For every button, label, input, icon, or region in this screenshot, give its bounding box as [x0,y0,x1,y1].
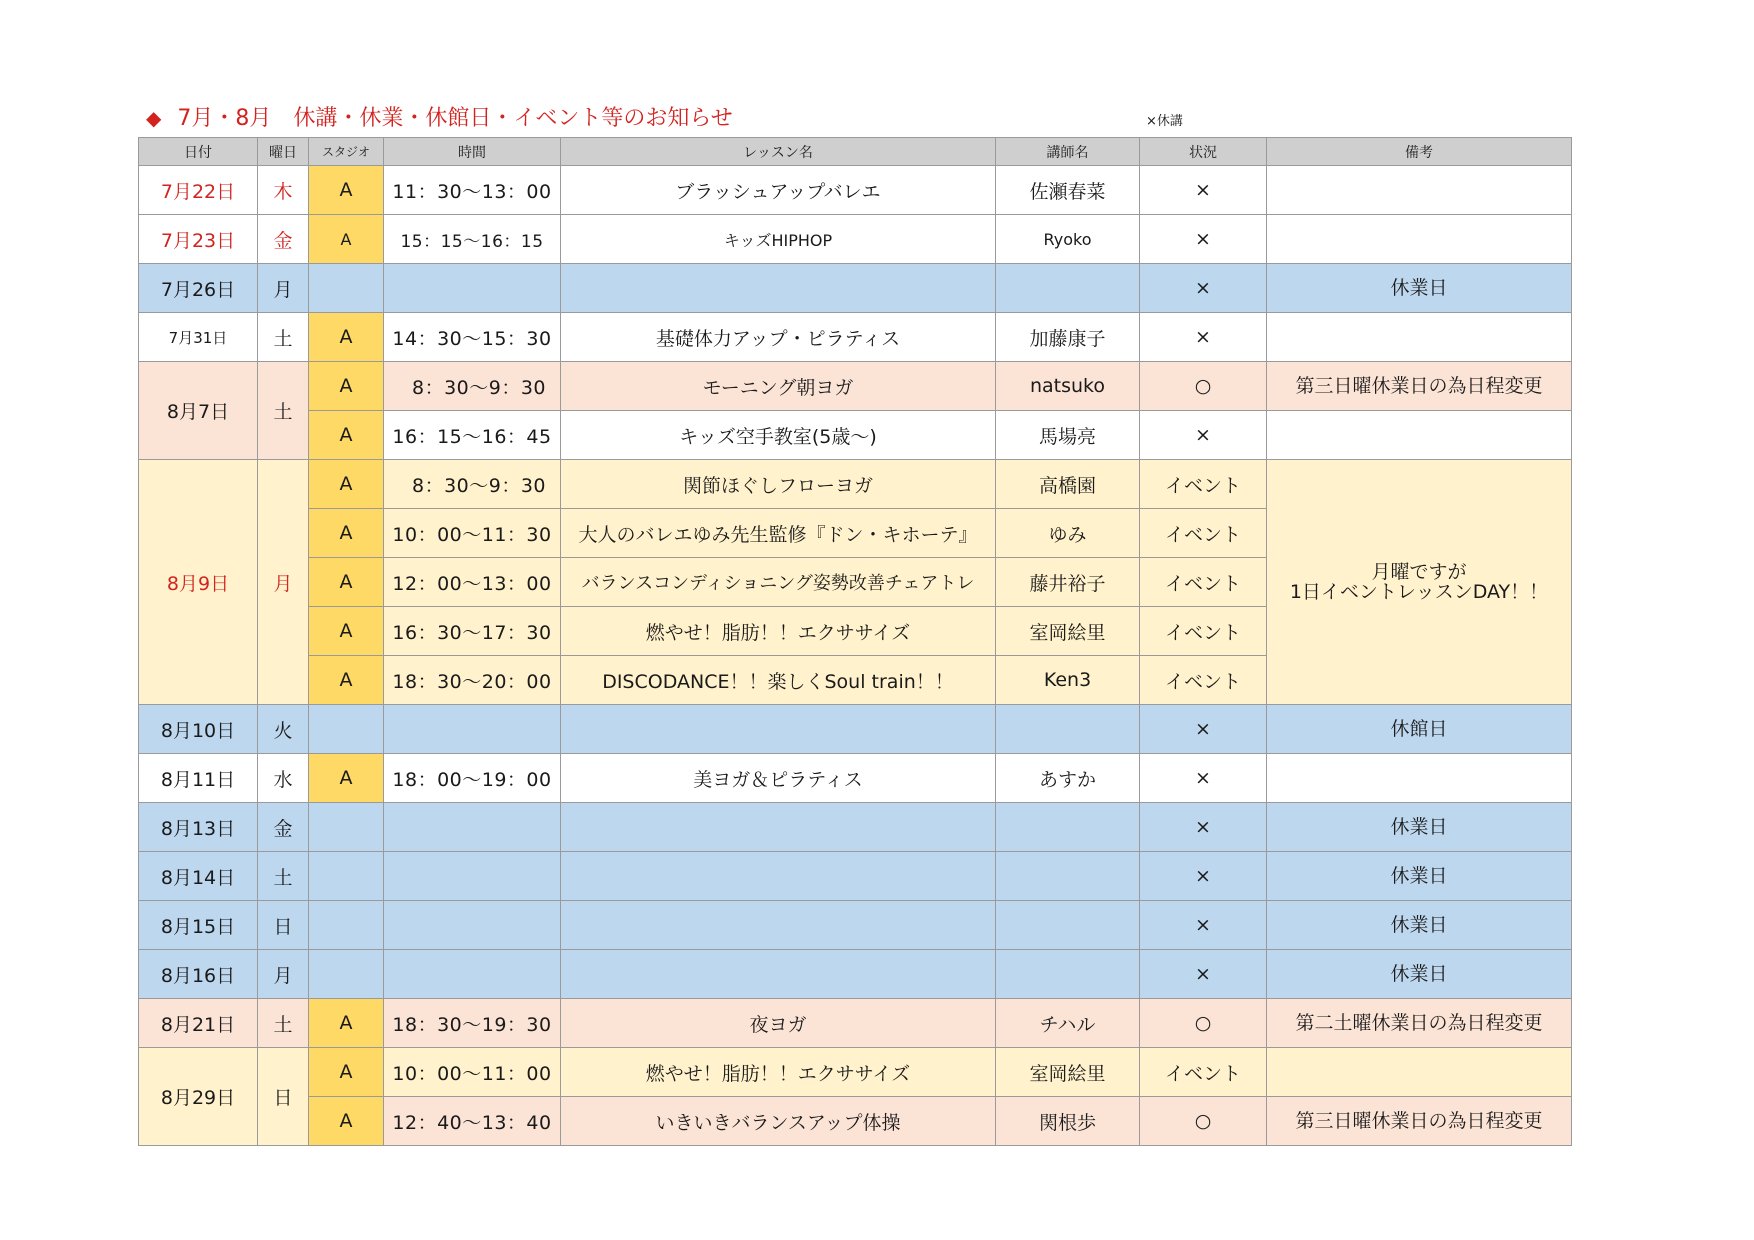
lesson-cell: モーニング朝ヨガ [561,362,996,411]
teacher-cell [996,264,1140,313]
studio-cell: A [309,999,384,1048]
time-cell: 14：30～15：30 [384,313,561,362]
lesson-cell: キッズHIPHOP [561,215,996,264]
date-cell: 8月7日 [139,362,258,460]
time-cell: 16：15～16：45 [384,411,561,460]
teacher-cell [996,803,1140,852]
status-cell: × [1140,754,1267,803]
time-cell [384,803,561,852]
time-cell [384,901,561,950]
studio-cell [309,803,384,852]
date-cell: 7月31日 [139,313,258,362]
studio-cell: A [309,411,384,460]
time-cell: 18：30～20：00 [384,656,561,705]
date-cell: 8月16日 [139,950,258,999]
day-cell: 土 [258,852,309,901]
table-row [139,460,1572,509]
day-cell: 木 [258,166,309,215]
lesson-cell: 基礎体力アップ・ピラティス [561,313,996,362]
legend-note: ×休講 [1146,114,1183,129]
page-title [146,102,733,134]
time-cell: 11：30～13：00 [384,166,561,215]
teacher-cell: 室岡絵里 [996,1048,1140,1097]
studio-cell: A [309,509,384,558]
lesson-cell: ブラッシュアップバレエ [561,166,996,215]
day-cell: 金 [258,803,309,852]
lesson-cell: DISCODANCE！！楽しくSoul train！！ [561,656,996,705]
day-cell: 土 [258,999,309,1048]
teacher-cell: 馬場亮 [996,411,1140,460]
header-date: 日付 [139,138,258,166]
status-cell: イベント [1140,558,1267,607]
table-row [139,852,1572,901]
date-cell: 7月26日 [139,264,258,313]
lesson-cell: 大人のバレエゆみ先生監修『ドン・キホーテ』 [561,509,996,558]
lesson-cell: 燃やせ！脂肪！！エクササイズ [561,1048,996,1097]
teacher-cell: チハル [996,999,1140,1048]
note-cell: 休業日 [1267,950,1572,999]
time-cell: 12：00～13：00 [384,558,561,607]
lesson-cell: 夜ヨガ [561,999,996,1048]
event-day-note: 月曜ですが 1日イベントレッスンDAY！！ [1289,561,1549,603]
table-row [139,901,1572,950]
teacher-cell: Ryoko [996,215,1140,264]
teacher-cell: 佐瀬春菜 [996,166,1140,215]
time-cell: 15：15～16：15 [384,215,561,264]
teacher-cell: 加藤康子 [996,313,1140,362]
time-cell: 8：30～9：30 [384,460,561,509]
teacher-cell: 藤井裕子 [996,558,1140,607]
status-cell: イベント [1140,460,1267,509]
time-cell: 18：00～19：00 [384,754,561,803]
note-cell [1267,215,1572,264]
day-cell: 月 [258,950,309,999]
note-cell: 休業日 [1267,901,1572,950]
date-cell: 7月22日 [139,166,258,215]
status-cell: イベント [1140,509,1267,558]
teacher-cell: 高橋園 [996,460,1140,509]
studio-cell [309,901,384,950]
date-cell: 8月29日 [139,1048,258,1146]
status-cell: イベント [1140,656,1267,705]
header-day: 曜日 [258,138,309,166]
date-cell: 8月11日 [139,754,258,803]
table-row [139,215,1572,264]
header-time: 時間 [384,138,561,166]
date-cell: 8月13日 [139,803,258,852]
header-note: 備考 [1267,138,1572,166]
header-teacher: 講師名 [996,138,1140,166]
note-cell-event-day [1267,460,1572,705]
status-cell: × [1140,313,1267,362]
date-cell: 7月23日 [139,215,258,264]
header-lesson: レッスン名 [561,138,996,166]
studio-cell: A [309,754,384,803]
status-cell: × [1140,215,1267,264]
time-cell [384,264,561,313]
header-status: 状況 [1140,138,1267,166]
teacher-cell: 関根歩 [996,1097,1140,1146]
status-cell: ○ [1140,1097,1267,1146]
date-cell: 8月10日 [139,705,258,754]
table-row [139,264,1572,313]
table-row [139,166,1572,215]
status-cell: ○ [1140,999,1267,1048]
note-cell: 休業日 [1267,852,1572,901]
note-cell: 休業日 [1267,264,1572,313]
studio-cell [309,264,384,313]
lesson-cell [561,950,996,999]
table-row [139,754,1572,803]
day-cell: 土 [258,313,309,362]
studio-cell: A [309,362,384,411]
note-cell: 第三日曜休業日の為日程変更 [1267,362,1572,411]
table-row [139,999,1572,1048]
lesson-cell [561,852,996,901]
time-cell: 12：40～13：40 [384,1097,561,1146]
day-cell: 金 [258,215,309,264]
studio-cell: A [309,1097,384,1146]
table-row [139,1048,1572,1097]
day-cell: 火 [258,705,309,754]
lesson-cell: キッズ空手教室(5歳～) [561,411,996,460]
table-row [139,313,1572,362]
lesson-cell [561,705,996,754]
teacher-cell: natsuko [996,362,1140,411]
table-header-row [139,138,1572,166]
time-cell: 10：00～11：00 [384,1048,561,1097]
diamond-bullet-icon: ◆ [146,106,162,130]
table-row [139,705,1572,754]
date-cell: 8月21日 [139,999,258,1048]
table-row [139,411,1572,460]
studio-cell: A [309,656,384,705]
status-cell: × [1140,264,1267,313]
studio-cell: A [309,460,384,509]
status-cell: × [1140,950,1267,999]
teacher-cell [996,950,1140,999]
day-cell: 月 [258,264,309,313]
lesson-cell: いきいきバランスアップ体操 [561,1097,996,1146]
page-title-text: 7月・8月 休講・休業・休館日・イベント等のお知らせ [177,106,733,131]
day-cell: 日 [258,1048,309,1146]
studio-cell: A [309,558,384,607]
table-row [139,1097,1572,1146]
teacher-cell: ゆみ [996,509,1140,558]
studio-cell: A [309,1048,384,1097]
studio-cell [309,852,384,901]
time-cell: 18：30～19：30 [384,999,561,1048]
day-cell: 土 [258,362,309,460]
status-cell: × [1140,852,1267,901]
note-cell [1267,166,1572,215]
status-cell: ○ [1140,362,1267,411]
note-cell: 第二土曜休業日の為日程変更 [1267,999,1572,1048]
studio-cell [309,950,384,999]
lesson-cell: 燃やせ！脂肪！！エクササイズ [561,607,996,656]
teacher-cell: Ken3 [996,656,1140,705]
status-cell: イベント [1140,1048,1267,1097]
note-cell [1267,754,1572,803]
date-cell: 8月14日 [139,852,258,901]
time-cell: 16：30～17：30 [384,607,561,656]
lesson-cell [561,264,996,313]
status-cell: × [1140,411,1267,460]
table-row [139,362,1572,411]
note-cell: 第三日曜休業日の為日程変更 [1267,1097,1572,1146]
studio-cell: A [309,215,384,264]
schedule-table [138,137,1572,1146]
lesson-cell [561,901,996,950]
date-cell: 8月9日 [139,460,258,705]
status-cell: イベント [1140,607,1267,656]
time-cell: 8：30～9：30 [384,362,561,411]
day-cell: 水 [258,754,309,803]
time-cell [384,950,561,999]
note-cell [1267,1048,1572,1097]
status-cell: × [1140,166,1267,215]
table-row [139,803,1572,852]
lesson-cell: バランスコンディショニング姿勢改善チェアトレ [561,558,996,607]
teacher-cell [996,852,1140,901]
time-cell: 10：00～11：30 [384,509,561,558]
lesson-cell [561,803,996,852]
table-row [139,950,1572,999]
note-cell [1267,313,1572,362]
teacher-cell [996,705,1140,754]
note-cell [1267,411,1572,460]
day-cell: 日 [258,901,309,950]
note-cell: 休業日 [1267,803,1572,852]
studio-cell [309,705,384,754]
day-cell: 月 [258,460,309,705]
lesson-cell: 美ヨガ＆ピラティス [561,754,996,803]
date-cell: 8月15日 [139,901,258,950]
status-cell: × [1140,901,1267,950]
header-studio: スタジオ [309,138,384,166]
time-cell [384,852,561,901]
studio-cell: A [309,313,384,362]
studio-cell: A [309,607,384,656]
note-cell: 休館日 [1267,705,1572,754]
teacher-cell: 室岡絵里 [996,607,1140,656]
teacher-cell [996,901,1140,950]
studio-cell: A [309,166,384,215]
status-cell: × [1140,803,1267,852]
lesson-cell: 関節ほぐしフローヨガ [561,460,996,509]
teacher-cell: あすか [996,754,1140,803]
status-cell: × [1140,705,1267,754]
time-cell [384,705,561,754]
